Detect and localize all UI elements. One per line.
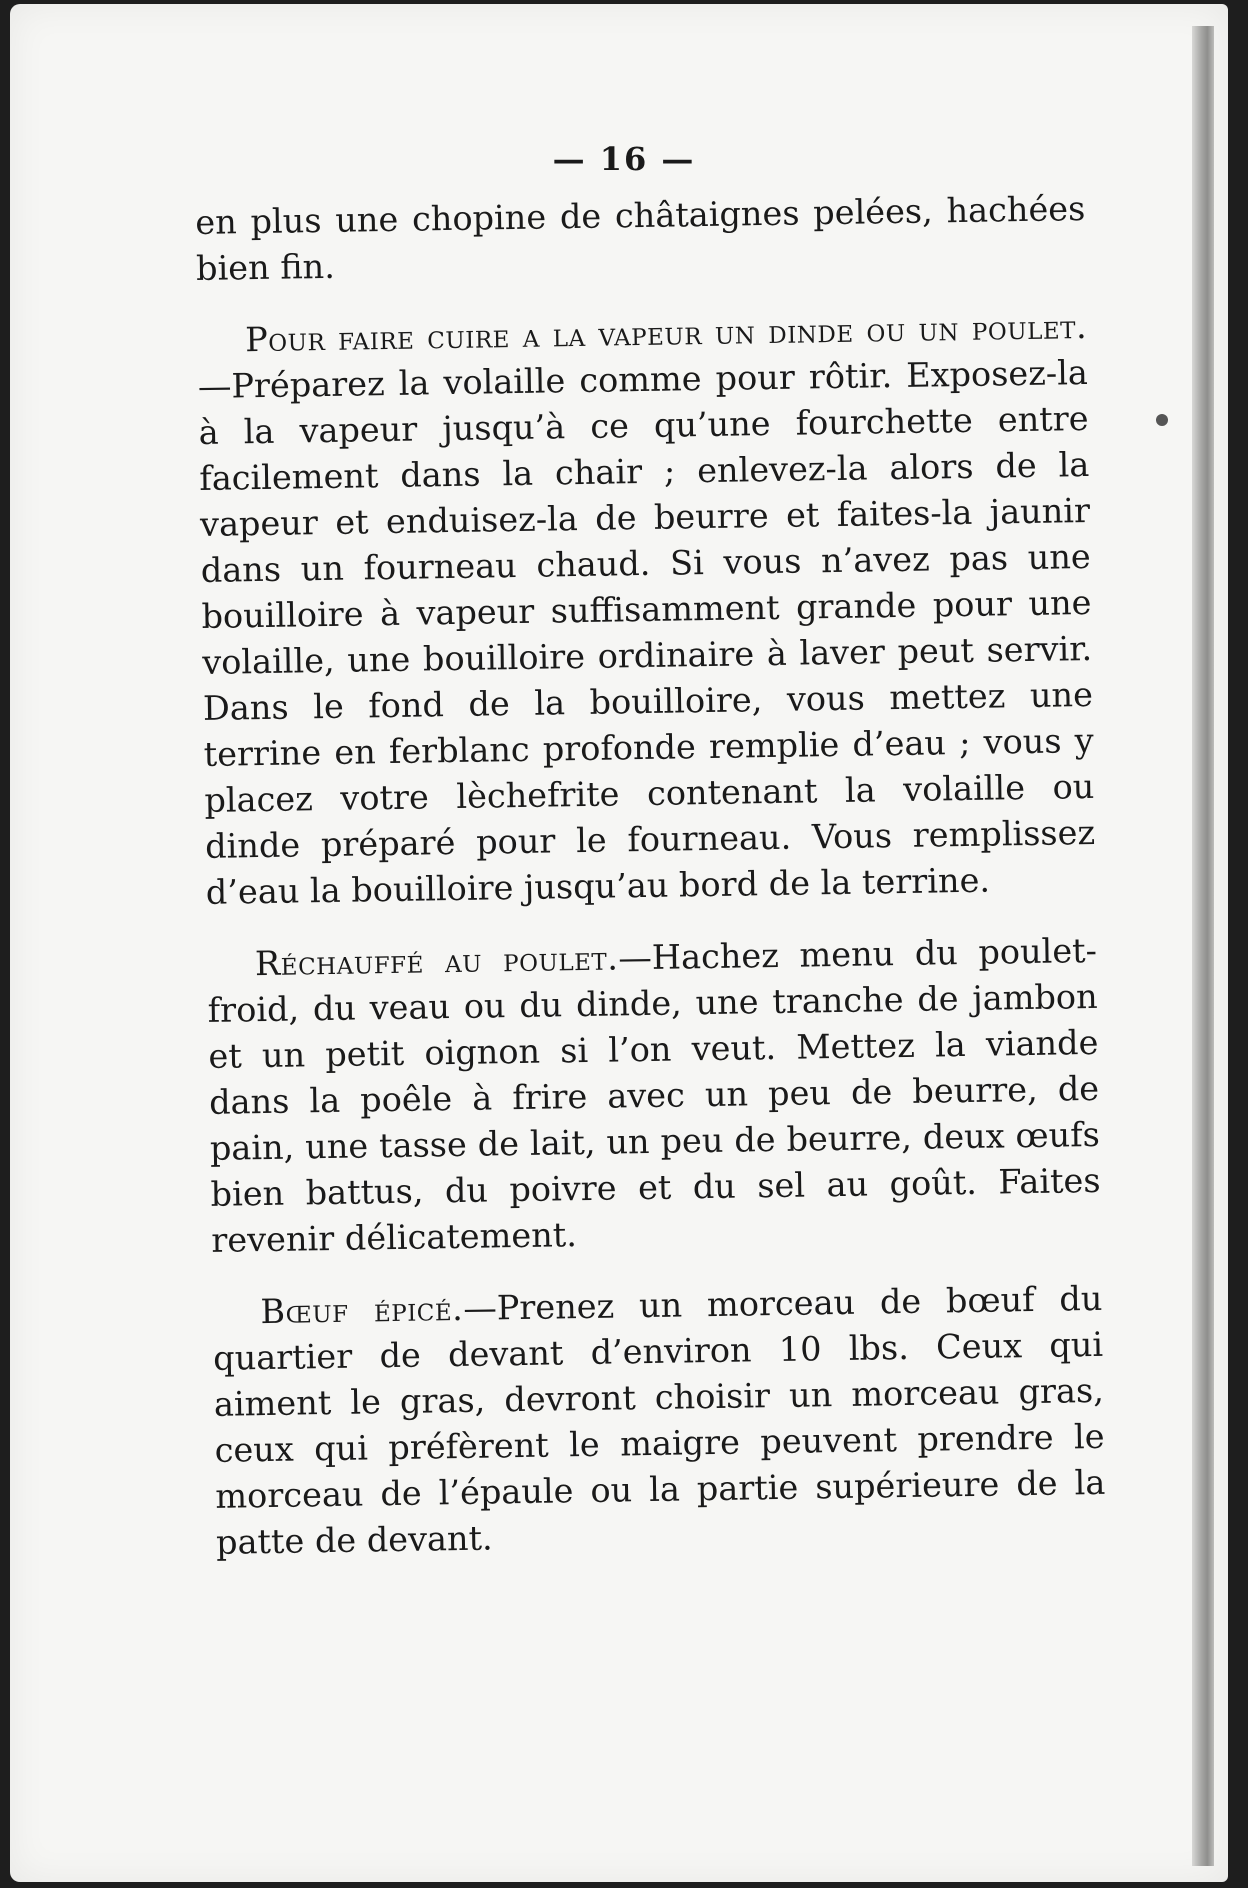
ink-speck: [1156, 414, 1168, 426]
recipe-body: —Préparez la volaille comme pour rôtir. Exposez-la à la vapeur jusqu’à ce qu’une fourchette entre facilement dans la chair ; enlevez-la alors de la vapeur et enduisez-la de beurre et faites-la jaunir dans un fourneau chaud. Si vous n’avez pas une bouilloire à vapeur suffisamment grande pour une volaille, une bouilloire ordinaire à laver peut servir. Dans le fond de la bouilloire, vous mettez une terrine en ferblanc profonde remplie d’eau ; vous y placez votre lèchefrite contenant la volaille ou dinde préparé pour le fourneau. Vous remplissez d’eau la bouilloire jusqu’au bord de la terrine.: [197, 352, 1096, 912]
recipe-spiced-beef: [212, 1276, 1106, 1566]
recipe-heading: Pour faire cuire a la vapeur un dinde ou un poulet.: [244, 307, 1088, 360]
recipe-body: —Hachez menu du poulet-froid, du veau ou du dinde, une tranche de jambon et un petit oignon si l’on veut. Mettez la viande dans la poêle à frire avec un peu de beurre, de pain, une tasse de lait, un peu de beurre, deux œufs bien battus, du poivre et du sel au goût. Faites revenir délicatement.: [207, 930, 1101, 1260]
recipe-text: [195, 186, 1107, 1592]
binding-edge: [1192, 26, 1214, 1866]
recipe-steamed-poultry: [197, 304, 1096, 916]
recipe-heading: Bœuf épicé.: [260, 1288, 464, 1332]
paragraph-continuation: [195, 186, 1086, 292]
recipe-heading: Réchauffé au poulet.: [254, 938, 619, 984]
recipe-body: —Prenez un morceau de bœuf du quartier de devant d’environ 10 lbs. Ceux qui aiment le gras, devront choisir un morceau gras, ceux qui préfèrent le maigre peuvent prendre le morceau de l’épaule ou la partie supérieure de la patte de devant.: [212, 1278, 1106, 1562]
page-number: — 16 —: [552, 140, 696, 178]
paragraph-body: en plus une chopine de châtaignes pelées, hachées bien fin.: [195, 189, 1086, 288]
recipe-chicken-rechauffe: [207, 928, 1102, 1264]
